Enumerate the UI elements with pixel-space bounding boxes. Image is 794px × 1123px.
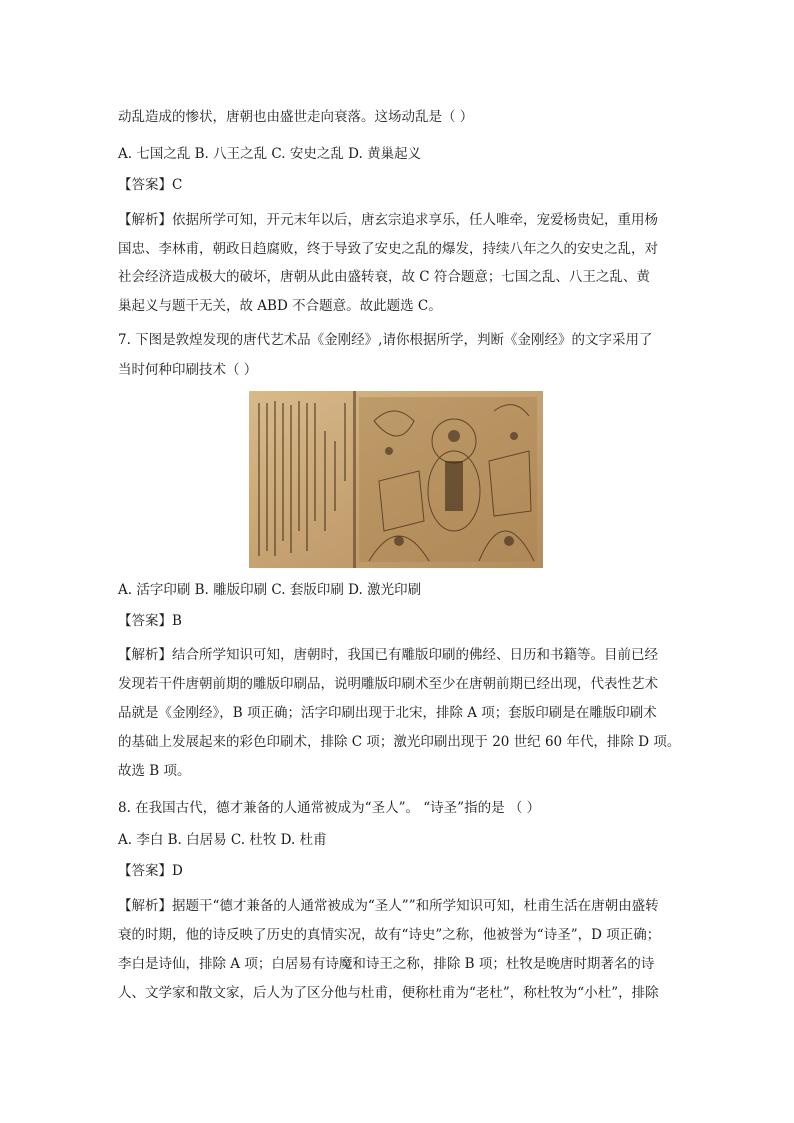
q7-stem-line-1: 7. 下图是敦煌发现的唐代艺术品《金刚经》,请你根据所学，判断《金刚经》的文字采用了 (118, 332, 653, 348)
q6-analysis-line-2: 国忠、李林甫，朝政日趋腐败，终于导致了安史之乱的爆发，持续八年之久的安史之乱，对 (118, 241, 658, 257)
q7-analysis-line-2: 发现若干件唐朝前期的雕版印刷品，说明雕版印刷术至少在唐朝前期已经出现，代表性艺术 (118, 676, 658, 692)
q7-analysis-line-5: 故选 B 项。 (118, 763, 191, 779)
q8-analysis-line-3: 李白是诗仙，排除 A 项；白居易有诗魔和诗王之称，排除 B 项；杜牧是晚唐时期著名的诗 (118, 956, 655, 972)
q7-analysis-line-3: 品就是《金刚经》，B 项正确；活字印刷出现于北宋，排除 A 项；套版印刷是在雕版印刷术 (118, 705, 657, 721)
q6-stem-continued: 动乱造成的惨状，唐朝也由盛世走向衰落。这场动乱是（ ） (118, 109, 474, 125)
q8-answer: 【答案】D (118, 863, 183, 879)
q8-stem: 8. 在我国古代，德才兼备的人通常被成为“圣人”。 “诗圣”指的是 （ ） (118, 800, 541, 816)
q7-analysis-line-4: 的基础上发展起来的彩色印刷术，排除 C 项；激光印刷出现于 20 世纪 60 年代，排除 D 项。 (118, 734, 681, 750)
q8-analysis-line-2: 衰的时期，他的诗反映了历史的真情实况，故有“诗史”之称，他被誉为“诗圣”，D 项正确； (118, 927, 661, 943)
q6-analysis-line-1: 【解析】依据所学可知，开元末年以后，唐玄宗追求享乐，任人唯牵，宠爱杨贵妃，重用杨 (118, 212, 658, 228)
q7-options: A. 活字印刷 B. 雕版印刷 C. 套版印刷 D. 激光印刷 (118, 582, 422, 598)
q7-answer: 【答案】B (118, 613, 182, 629)
q6-options: A. 七国之乱 B. 八王之乱 C. 安史之乱 D. 黄巢起义 (118, 146, 422, 162)
q8-analysis-line-1: 【解析】据题干“德才兼备的人通常被成为“圣人””和所学知识可知，杜甫生活在唐朝由盛转 (118, 898, 659, 914)
q6-analysis-line-3: 社会经济造成极大的破坏，唐朝从此由盛转衰，故 C 符合题意；七国之乱、八王之乱、黄 (118, 269, 650, 285)
q6-analysis-line-4: 巢起义与题干无关，故 ABD 不合题意。故此题选 C。 (118, 298, 442, 314)
q8-options: A. 李白 B. 白居易 C. 杜牧 D. 杜甫 (118, 832, 327, 848)
q7-analysis-line-1: 【解析】结合所学知识可知，唐朝时，我国已有雕版印刷的佛经、日历和书籍等。目前已经 (118, 647, 658, 663)
q6-answer: 【答案】C (118, 177, 183, 193)
diamond-sutra-image (249, 391, 543, 568)
q8-analysis-line-4: 人、文学家和散文家，后人为了区分他与杜甫，便称杜甫为“老杜”，称杜牧为“小杜”，排除 (118, 985, 659, 1001)
q7-stem-line-2: 当时何种印刷技术（ ） (118, 362, 258, 378)
